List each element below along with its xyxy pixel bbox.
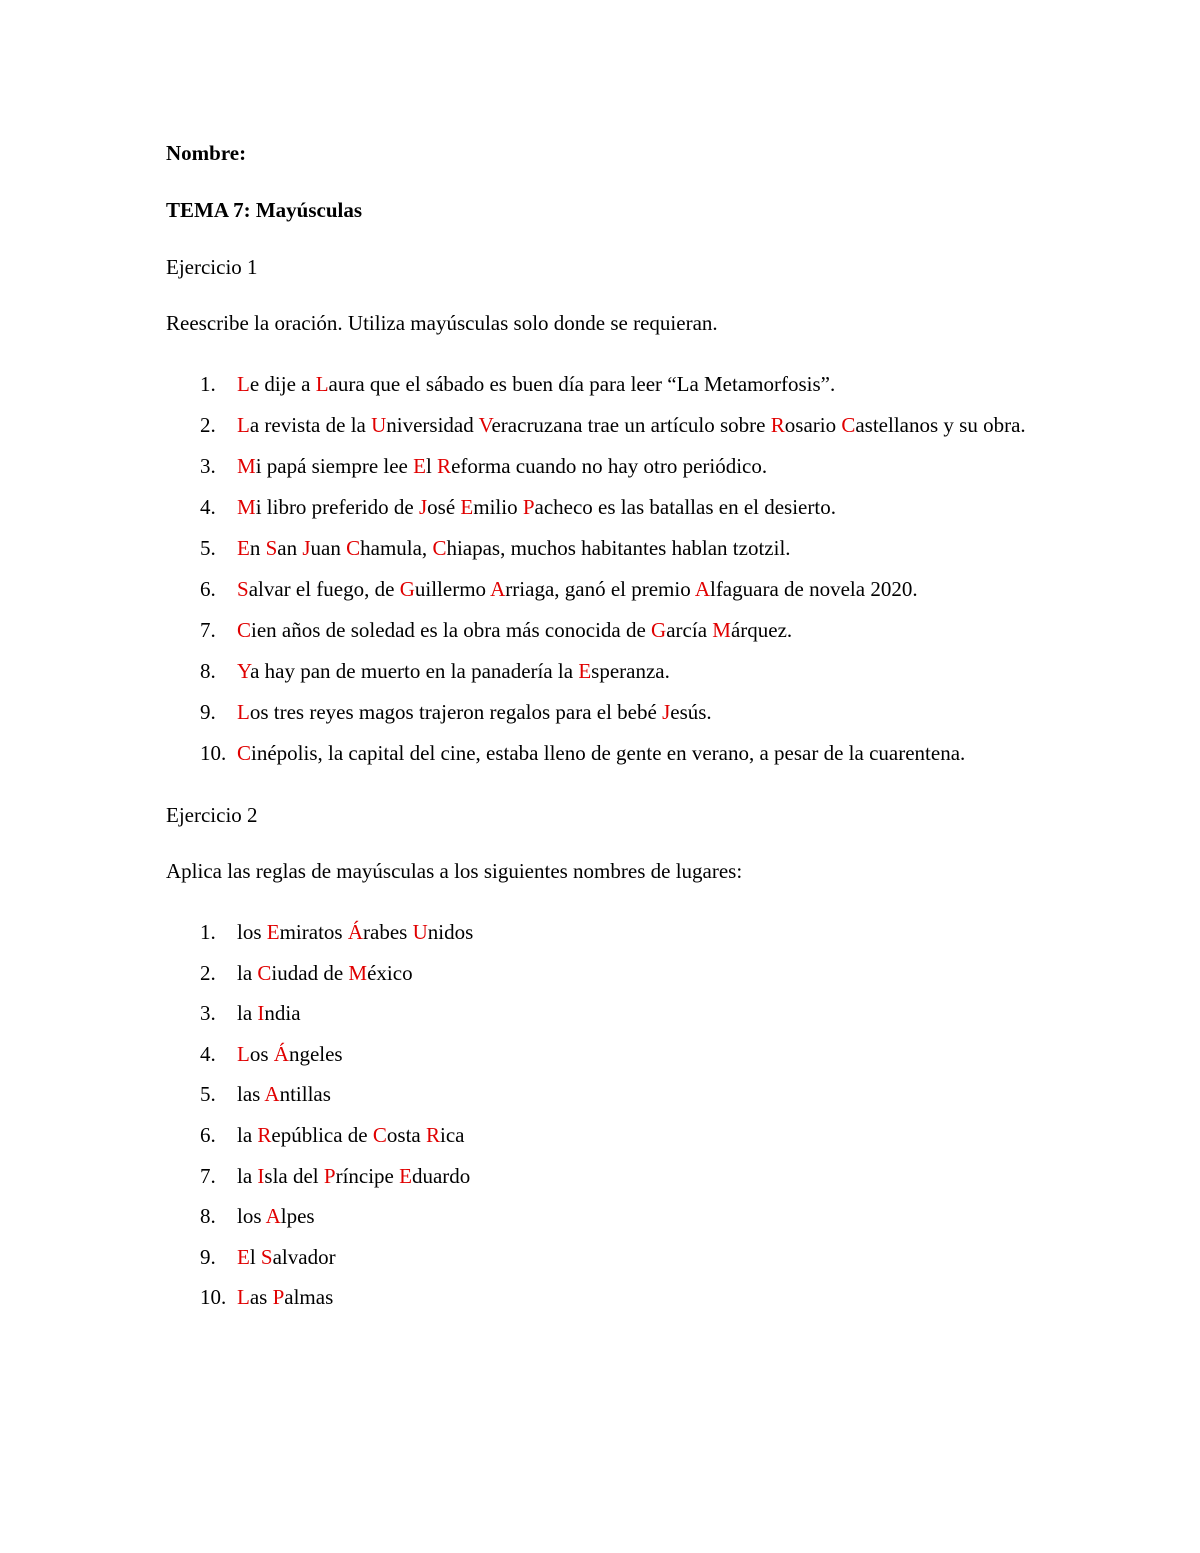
- corrected-capital: C: [237, 618, 252, 642]
- exercise2-item: [166, 1196, 1032, 1237]
- corrected-capital: S: [237, 577, 249, 601]
- corrected-capital: L: [237, 1285, 250, 1310]
- item-text: speranza.: [591, 659, 670, 683]
- item-text: epública de: [271, 1122, 373, 1147]
- corrected-capital: U: [412, 920, 428, 944]
- item-text: inépolis, la capital del cine, estaba lleno de gente en verano, a pesar de la cuarentena.: [251, 741, 966, 765]
- corrected-capital: C: [432, 536, 447, 560]
- corrected-capital: R: [437, 454, 452, 478]
- exercise1-item: [166, 446, 1032, 487]
- corrected-capital: U: [371, 413, 387, 437]
- exercise1-item: [166, 364, 1032, 405]
- item-text: a hay pan de muerto en la panadería la: [250, 659, 579, 683]
- corrected-capital: I: [257, 1001, 265, 1026]
- item-text: astellanos y su obra.: [855, 413, 1026, 437]
- item-text: osario: [784, 413, 842, 437]
- corrected-capital: E: [266, 920, 280, 944]
- corrected-capital: S: [265, 536, 278, 560]
- item-text: milio: [473, 495, 523, 519]
- item-text: árquez.: [730, 618, 793, 642]
- item-text: nidos: [427, 920, 474, 944]
- item-text: os: [249, 1041, 274, 1066]
- corrected-capital: P: [522, 495, 535, 519]
- corrected-capital: E: [237, 1244, 250, 1269]
- item-text: ntillas: [279, 1082, 331, 1107]
- item-text: hiapas, muchos habitantes hablan tzotzil.: [446, 536, 791, 560]
- corrected-capital: M: [237, 454, 256, 478]
- item-number: 7.: [200, 618, 216, 642]
- exercise2-item: [166, 1156, 1032, 1197]
- exercise-2-instruction: Aplica las reglas de mayúsculas a los siguientes nombres de lugares:: [166, 859, 743, 883]
- corrected-capital: Á: [273, 1041, 289, 1066]
- item-text: la: [237, 960, 258, 985]
- corrected-capital: R: [770, 413, 785, 437]
- item-text: iudad de: [271, 960, 349, 985]
- exercise-2-list: [166, 912, 1032, 1318]
- corrected-capital: V: [478, 413, 492, 437]
- exercise1-item: [166, 487, 1032, 528]
- item-text: a revista de la: [249, 413, 372, 437]
- item-text: esús.: [670, 700, 712, 724]
- exercise1-item: [166, 569, 1032, 610]
- corrected-capital: G: [399, 577, 415, 601]
- item-text: los: [237, 1204, 266, 1229]
- item-text: os tres reyes magos trajeron regalos para el bebé: [249, 700, 663, 724]
- corrected-capital: I: [257, 1163, 265, 1188]
- item-text: niversidad: [386, 413, 479, 437]
- exercise1-item: [166, 528, 1032, 569]
- corrected-capital: C: [372, 1122, 387, 1147]
- item-text: la: [237, 1001, 258, 1026]
- corrected-capital: P: [323, 1163, 336, 1188]
- corrected-capital: G: [651, 618, 667, 642]
- item-text: las: [237, 1082, 265, 1107]
- item-number: 7.: [200, 1163, 216, 1188]
- corrected-capital: E: [237, 536, 250, 560]
- exercise2-item: [166, 1237, 1032, 1278]
- item-text: alvador: [272, 1244, 336, 1269]
- corrected-capital: Á: [347, 920, 364, 944]
- item-text: duardo: [411, 1163, 471, 1188]
- item-text: l: [249, 1244, 261, 1269]
- corrected-capital: L: [315, 372, 329, 396]
- item-text: eracruzana trae un artículo sobre: [491, 413, 771, 437]
- corrected-capital: E: [578, 659, 592, 683]
- corrected-capital: C: [237, 741, 252, 765]
- item-text: sla del: [264, 1163, 324, 1188]
- corrected-capital: E: [399, 1163, 412, 1188]
- name-label: Nombre:: [166, 141, 247, 165]
- item-text: n: [249, 536, 266, 560]
- item-number: 9.: [200, 1244, 216, 1269]
- document-page: [166, 138, 1032, 1344]
- topic-title: TEMA 7: Mayúsculas: [166, 198, 363, 222]
- corrected-capital: L: [237, 413, 250, 437]
- corrected-capital: M: [712, 618, 731, 642]
- item-text: eforma cuando no hay otro periódico.: [451, 454, 768, 478]
- item-text: rabes: [363, 920, 413, 944]
- item-text: la: [237, 1122, 258, 1147]
- item-text: osta: [386, 1122, 426, 1147]
- corrected-capital: R: [425, 1122, 440, 1147]
- item-number: 3.: [200, 454, 216, 478]
- item-text: ica: [439, 1122, 465, 1147]
- exercise2-item: [166, 1074, 1032, 1115]
- item-number: 10.: [200, 1285, 227, 1310]
- item-text: ien años de soledad es la obra más conocida de: [251, 618, 652, 642]
- item-number: 9.: [200, 700, 216, 724]
- exercise1-item: [166, 733, 1032, 774]
- item-text: miratos: [279, 920, 348, 944]
- corrected-capital: J: [302, 536, 311, 560]
- item-number: 3.: [200, 1001, 216, 1026]
- corrected-capital: E: [460, 495, 474, 519]
- exercise2-item: [166, 1034, 1032, 1075]
- exercise2-item: [166, 912, 1032, 953]
- item-text: as: [249, 1285, 273, 1310]
- exercise2-item: [166, 1115, 1032, 1156]
- corrected-capital: J: [662, 700, 671, 724]
- exercise1-item: [166, 610, 1032, 651]
- item-text: arcía: [666, 618, 713, 642]
- item-text: rriaga, ganó el premio: [505, 577, 695, 601]
- corrected-capital: C: [346, 536, 361, 560]
- exercise2-item: [166, 1277, 1032, 1318]
- corrected-capital: A: [490, 577, 506, 601]
- item-text: lfaguara de novela 2020.: [709, 577, 918, 601]
- item-text: acheco es las batallas en el desierto.: [534, 495, 836, 519]
- item-text: e dije a: [249, 372, 316, 396]
- item-text: los: [237, 920, 267, 944]
- item-number: 1.: [200, 372, 216, 396]
- item-text: ríncipe: [335, 1163, 400, 1188]
- exercise1-item: [166, 405, 1032, 446]
- corrected-capital: L: [237, 700, 250, 724]
- item-text: la: [237, 1163, 258, 1188]
- item-number: 6.: [200, 577, 216, 601]
- exercise1-item: [166, 692, 1032, 733]
- corrected-capital: Y: [237, 659, 251, 683]
- item-text: an: [277, 536, 303, 560]
- corrected-capital: E: [413, 454, 426, 478]
- item-number: 1.: [200, 920, 216, 944]
- item-text: alvar el fuego, de: [248, 577, 400, 601]
- corrected-capital: C: [257, 960, 272, 985]
- item-text: ndia: [264, 1001, 301, 1026]
- item-number: 10.: [200, 741, 227, 765]
- item-text: éxico: [367, 960, 413, 985]
- item-text: ngeles: [288, 1041, 343, 1066]
- corrected-capital: L: [237, 372, 250, 396]
- corrected-capital: L: [237, 1041, 250, 1066]
- item-text: aura que el sábado es buen día para leer “La Metamorfosis”.: [328, 372, 836, 396]
- item-number: 6.: [200, 1122, 216, 1147]
- corrected-capital: M: [348, 960, 368, 985]
- exercise-1-instruction: Reescribe la oración. Utiliza mayúsculas solo donde se requieran.: [166, 311, 718, 335]
- corrected-capital: S: [260, 1244, 273, 1269]
- exercise2-item: [166, 993, 1032, 1034]
- corrected-capital: P: [272, 1285, 285, 1310]
- item-number: 8.: [200, 1204, 216, 1229]
- item-number: 4.: [200, 1041, 216, 1066]
- item-number: 2.: [200, 413, 216, 437]
- item-text: uan: [310, 536, 347, 560]
- exercise-1-title: Ejercicio 1: [166, 255, 258, 279]
- corrected-capital: J: [418, 495, 428, 519]
- exercise1-item: [166, 651, 1032, 692]
- item-text: hamula,: [360, 536, 433, 560]
- exercise-1-list: [166, 364, 1032, 774]
- corrected-capital: A: [264, 1082, 280, 1107]
- item-text: i papá siempre lee: [255, 454, 414, 478]
- exercise2-item: [166, 953, 1032, 994]
- item-number: 2.: [200, 960, 216, 985]
- corrected-capital: M: [237, 495, 256, 519]
- item-number: 4.: [200, 495, 216, 519]
- item-number: 8.: [200, 659, 216, 683]
- corrected-capital: A: [265, 1204, 281, 1229]
- corrected-capital: R: [257, 1122, 272, 1147]
- item-text: l: [425, 454, 438, 478]
- item-text: lpes: [280, 1204, 315, 1229]
- exercise-2-title: Ejercicio 2: [166, 803, 258, 827]
- item-number: 5.: [200, 1082, 216, 1107]
- corrected-capital: A: [694, 577, 710, 601]
- item-text: i libro preferido de: [255, 495, 419, 519]
- item-text: almas: [284, 1285, 334, 1310]
- corrected-capital: C: [841, 413, 856, 437]
- item-text: uillermo: [414, 577, 491, 601]
- item-text: osé: [427, 495, 461, 519]
- item-number: 5.: [200, 536, 216, 560]
